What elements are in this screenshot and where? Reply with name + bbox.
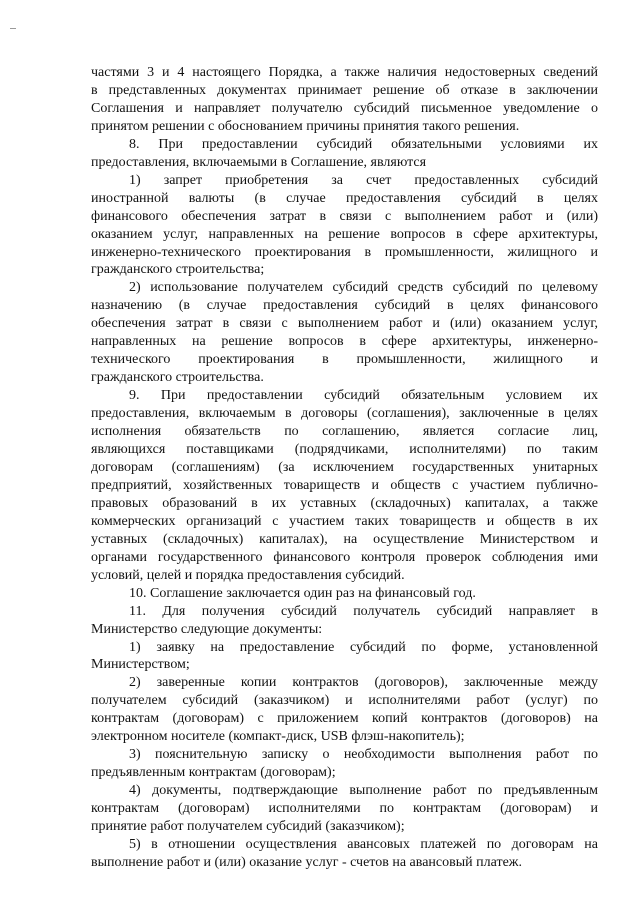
document-line: направленных на решение вопросов в сфере архитектуры, инженерно-: [91, 334, 598, 350]
document-line: условий, целей и порядка предоставления субсидий.: [91, 567, 405, 583]
document-line: предприятий, хозяйственных товариществ и обществ с участием публично-: [91, 477, 598, 493]
document-line: являющихся поставщиками (подрядчиками, исполнителями) по таким: [91, 442, 598, 458]
document-line: предоставления, включаемыми в Соглашение, являются: [91, 154, 427, 170]
scan-mark: [10, 28, 16, 29]
document-line: принятие работ получателем субсидий (заказчиком);: [91, 819, 405, 835]
document-line: 4) документы, подтверждающие выполнение работ по предъявленным: [129, 783, 598, 799]
document-line: 5) в отношении осуществления авансовых платежей по договорам на: [129, 836, 598, 852]
document-line: электронном носителе (компакт-диск, USB флэш-накопитель);: [91, 729, 465, 745]
document-line: 8. При предоставлении субсидий обязательными условиями их: [129, 136, 598, 152]
document-line: 2) использование получателем субсидий средств субсидий по целевому: [129, 280, 598, 296]
document-line: предъявленным контрактам (договорам);: [91, 765, 336, 781]
document-line: получателем субсидий (заказчиком) и исполнителями работ (услуг) по: [91, 693, 598, 709]
document-line: иностранной валюты (в случае предоставления субсидий в целях: [91, 190, 598, 206]
document-line: в представленных документах принимает решение об отказе в заключении: [91, 82, 598, 98]
document-line: частями 3 и 4 настоящего Порядка, а также наличия недостоверных сведений: [91, 65, 598, 80]
document-line: правовых образований в их уставных (складочных) капиталах, а также: [91, 495, 598, 511]
document-line: органами государственного финансового контроля проверок соблюдения ими: [91, 549, 598, 565]
document-line: назначению (в случае предоставления субсидий в целях финансового: [91, 298, 598, 314]
document-line: договорам (соглашениям) (за исключением государственных унитарных: [91, 459, 598, 475]
document-line: инженерно-технического проектирования в промышленности, жилищного и: [91, 244, 598, 260]
document-line: контрактам (договорам) исполнителями по контрактам (договорам) и: [91, 801, 598, 817]
document-line: гражданского строительства.: [91, 370, 264, 386]
document-line: 1) заявку на предоставление субсидий по форме, установленной: [129, 639, 598, 655]
document-line: Соглашения и направляет получателю субсидий письменное уведомление о: [91, 100, 598, 116]
document-line: 10. Соглашение заключается один раз на финансовый год.: [129, 585, 476, 601]
document-line: Министерством;: [91, 657, 190, 673]
document-line: Министерство следующие документы:: [91, 621, 323, 637]
document-line: контрактам (договорам) с приложением копий контрактов (договоров) на: [91, 711, 598, 727]
document-line: гражданского строительства;: [91, 262, 265, 278]
document-line: принятом решении с обоснованием причины принятия такого решения.: [91, 118, 520, 134]
document-line: оказанием услуг, направленных на решение вопросов в сфере архитектуры,: [91, 226, 598, 242]
document-line: 2) заверенные копии контрактов (договоров), заключенные между: [129, 675, 598, 691]
document-line: исполнения обязательств по соглашению, является согласие лиц,: [91, 424, 598, 440]
document-body: [91, 64, 598, 872]
document-line: 3) пояснительную записку о необходимости выполнения работ по: [129, 747, 598, 763]
document-line: уставных (складочных) капиталах), на осуществление Министерством и: [91, 531, 598, 547]
document-line: обеспечения затрат в связи с выполнением работ и (или) оказанием услуг,: [91, 316, 598, 332]
document-line: финансового обеспечения затрат в связи с выполнением работ и (или): [91, 208, 598, 224]
document-line: выполнение работ и (или) оказание услуг - счетов на авансовый платеж.: [91, 854, 522, 870]
document-line: 11. Для получения субсидий получатель субсидий направляет в: [129, 603, 598, 619]
document-line: предоставления, включаемым в договоры (соглашения), заключенные в целях: [91, 406, 598, 422]
document-line: технического проектирования в промышленности, жилищного и: [91, 352, 598, 368]
document-line: 1) запрет приобретения за счет предоставленных субсидий: [129, 172, 598, 188]
document-line: 9. При предоставлении субсидий обязательным условием их: [129, 388, 598, 404]
document-line: коммерческих организаций с участием таких товариществ и обществ в их: [91, 513, 598, 529]
